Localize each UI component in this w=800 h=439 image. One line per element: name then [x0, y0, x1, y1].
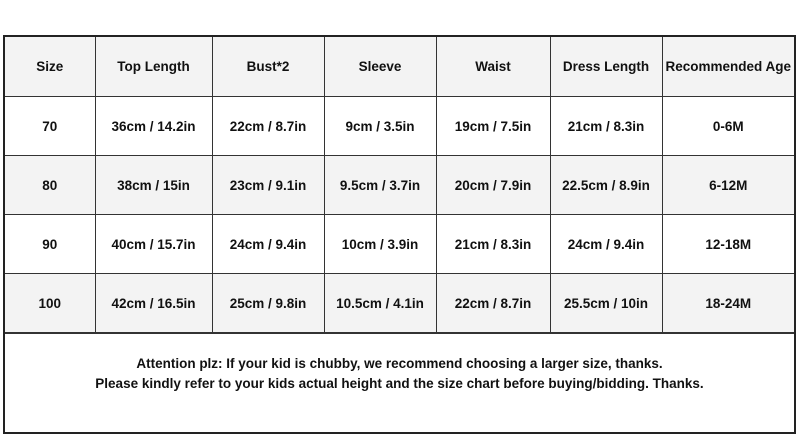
table-row — [5, 274, 794, 333]
cell-waist: 19cm / 7.5in — [436, 97, 550, 156]
cell-bust: 24cm / 9.4in — [212, 215, 324, 274]
size-table — [5, 37, 794, 333]
cell-dress-length: 24cm / 9.4in — [550, 215, 662, 274]
cell-dress-length: 22.5cm / 8.9in — [550, 156, 662, 215]
note-line-chubby: Attention plz: If your kid is chubby, we recommend choosing a larger size, thanks. — [136, 356, 663, 371]
header-bust: Bust*2 — [212, 37, 324, 97]
cell-sleeve: 9.5cm / 3.7in — [324, 156, 436, 215]
cell-size: 80 — [5, 156, 95, 215]
cell-dress-length: 21cm / 8.3in — [550, 97, 662, 156]
table-row — [5, 156, 794, 215]
cell-recommended-age: 6-12M — [662, 156, 794, 215]
header-sleeve: Sleeve — [324, 37, 436, 97]
cell-top-length: 38cm / 15in — [95, 156, 212, 215]
cell-waist: 20cm / 7.9in — [436, 156, 550, 215]
cell-waist: 22cm / 8.7in — [436, 274, 550, 333]
cell-top-length: 36cm / 14.2in — [95, 97, 212, 156]
note-line-refer: Please kindly refer to your kids actual height and the size chart before buying/bidding. Thanks. — [95, 376, 704, 391]
table-row — [5, 97, 794, 156]
header-size: Size — [5, 37, 95, 97]
header-waist: Waist — [436, 37, 550, 97]
cell-sleeve: 9cm / 3.5in — [324, 97, 436, 156]
attention-note — [5, 333, 794, 432]
table-row — [5, 215, 794, 274]
cell-recommended-age: 18-24M — [662, 274, 794, 333]
cell-recommended-age: 12-18M — [662, 215, 794, 274]
cell-sleeve: 10cm / 3.9in — [324, 215, 436, 274]
header-row — [5, 37, 794, 97]
cell-dress-length: 25.5cm / 10in — [550, 274, 662, 333]
cell-bust: 23cm / 9.1in — [212, 156, 324, 215]
header-dress-length: Dress Length — [550, 37, 662, 97]
header-top-length: Top Length — [95, 37, 212, 97]
cell-top-length: 40cm / 15.7in — [95, 215, 212, 274]
size-chart — [3, 35, 796, 434]
cell-waist: 21cm / 8.3in — [436, 215, 550, 274]
cell-size: 100 — [5, 274, 95, 333]
cell-sleeve: 10.5cm / 4.1in — [324, 274, 436, 333]
cell-recommended-age: 0-6M — [662, 97, 794, 156]
cell-size: 90 — [5, 215, 95, 274]
cell-bust: 22cm / 8.7in — [212, 97, 324, 156]
header-recommended-age: Recommended Age — [662, 37, 794, 97]
cell-bust: 25cm / 9.8in — [212, 274, 324, 333]
cell-top-length: 42cm / 16.5in — [95, 274, 212, 333]
cell-size: 70 — [5, 97, 95, 156]
